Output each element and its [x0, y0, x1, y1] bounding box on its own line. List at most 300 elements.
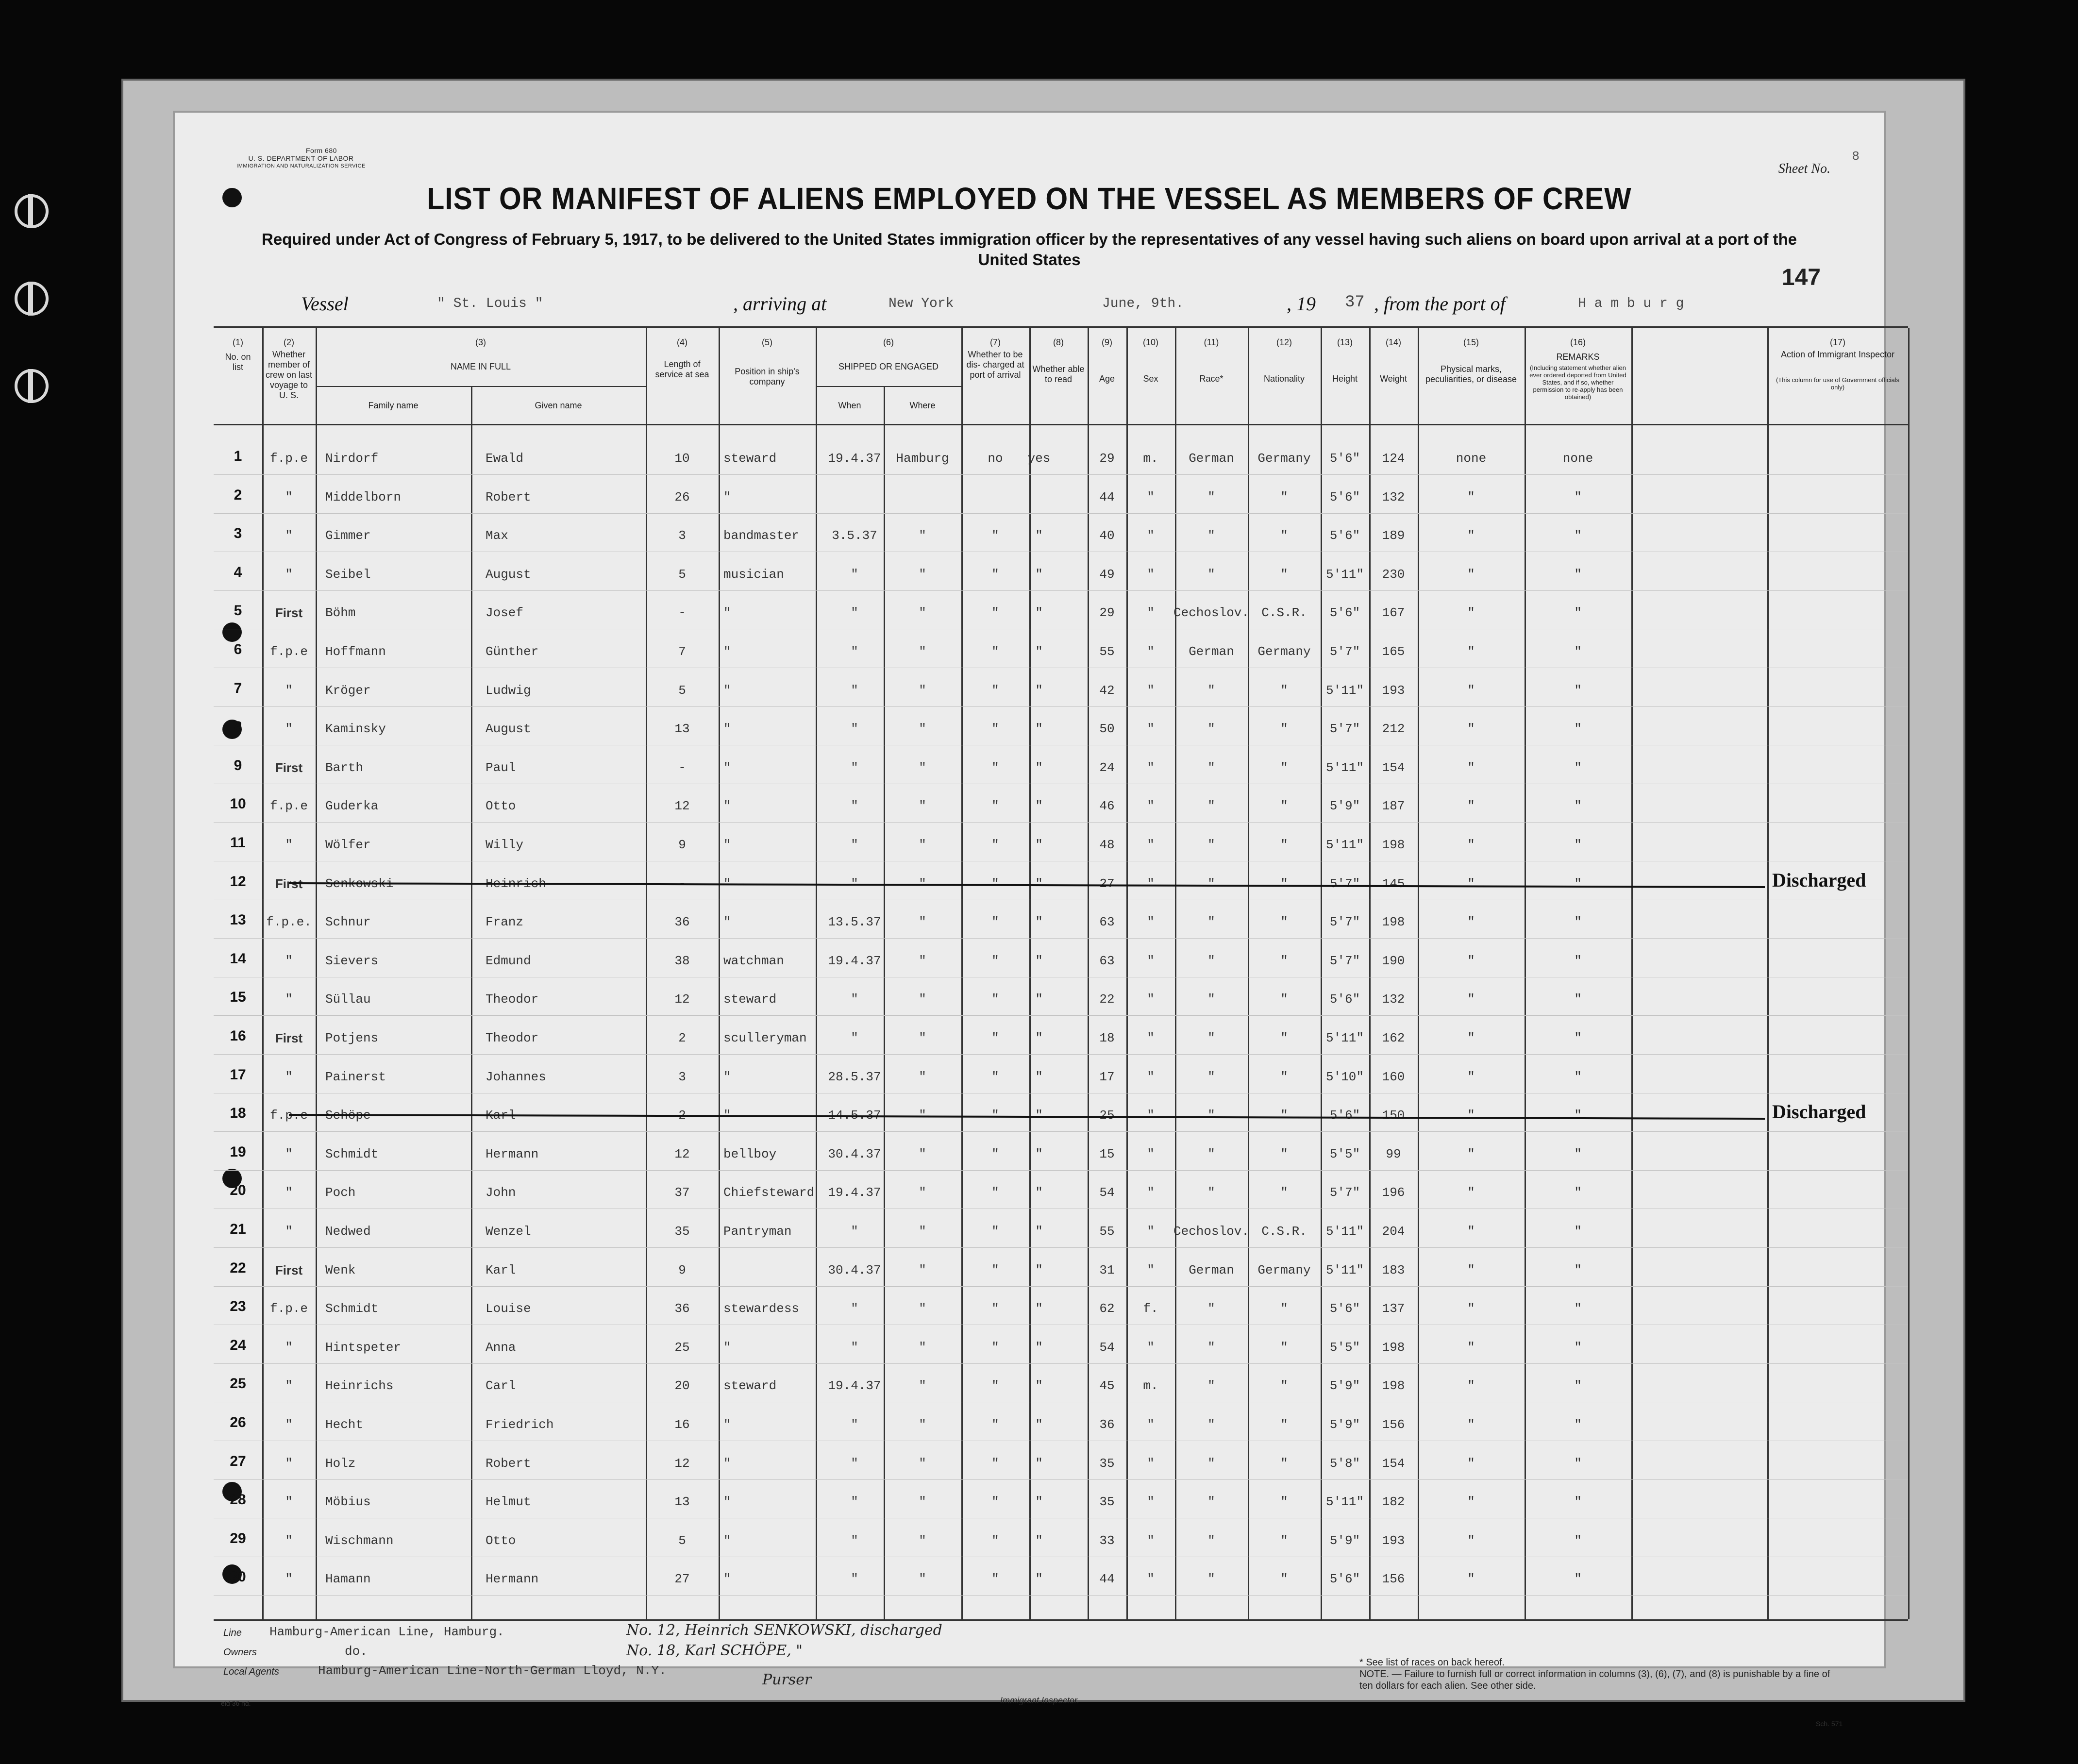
weight-cell: 189 — [1382, 528, 1405, 543]
given-name-cell: Louise — [486, 1301, 531, 1316]
age-cell: 49 — [1099, 567, 1115, 582]
weight-cell: 99 — [1386, 1146, 1401, 1161]
discharge-cell: " — [991, 1146, 999, 1161]
race-cell: " — [1207, 1301, 1215, 1316]
shipped-when-cell: 14.5.37 — [828, 1108, 881, 1123]
service-length-cell: 16 — [674, 1417, 690, 1432]
binder-clip-icon — [15, 282, 49, 316]
family-name-cell: Schmidt — [325, 1146, 379, 1161]
sex-cell: " — [1147, 1533, 1155, 1548]
shipped-when-cell: 19.4.37 — [828, 953, 881, 968]
able-to-read-cell: yes — [1027, 451, 1051, 466]
given-name-cell: John — [486, 1185, 516, 1200]
nationality-cell: " — [1280, 1301, 1288, 1316]
position-cell: " — [723, 838, 731, 852]
able-to-read-cell: " — [1035, 722, 1043, 737]
column-divider — [646, 328, 647, 1619]
given-name-cell: Josef — [486, 605, 524, 621]
binder-clips — [15, 194, 68, 534]
row-number: 28 — [230, 1492, 246, 1508]
age-cell: 44 — [1099, 1572, 1115, 1587]
shipped-when-cell: " — [851, 992, 858, 1007]
shipped-when-cell: " — [851, 683, 858, 698]
height-cell: 5'7" — [1329, 722, 1360, 737]
race-cell: " — [1207, 838, 1215, 852]
crew-member-cell: " — [285, 1340, 293, 1355]
race-cell: German — [1189, 451, 1234, 466]
service-length-cell: 12 — [674, 1146, 690, 1161]
weight-cell: 198 — [1382, 915, 1405, 930]
able-to-read-cell: " — [1035, 799, 1043, 814]
vessel-label: Vessel — [301, 293, 349, 315]
service-length-cell: 10 — [674, 451, 690, 466]
row-number: 7 — [234, 680, 242, 696]
sex-cell: m. — [1143, 451, 1158, 466]
weight-cell: 198 — [1382, 1340, 1405, 1355]
remarks-cell: " — [1574, 992, 1582, 1007]
age-cell: 46 — [1099, 799, 1115, 814]
service-length-cell: 12 — [674, 1456, 690, 1471]
discharge-cell: " — [991, 799, 999, 814]
row-number: 16 — [230, 1028, 246, 1044]
family-name-cell: Schmidt — [325, 1301, 379, 1316]
form-number: Form 680 — [306, 147, 337, 154]
table-row — [214, 513, 1908, 514]
discharge-cell: " — [991, 683, 999, 698]
table-row — [214, 1015, 1908, 1016]
race-cell: " — [1207, 1417, 1215, 1432]
height-cell: 5'11" — [1325, 1495, 1364, 1510]
nationality-cell: Germany — [1257, 1262, 1311, 1277]
row-number: 29 — [230, 1530, 246, 1546]
age-cell: 63 — [1099, 953, 1115, 968]
position-cell: " — [723, 1069, 731, 1084]
binder-clip-icon — [15, 194, 49, 228]
height-cell: 5'6" — [1329, 451, 1360, 466]
age-cell: 18 — [1099, 1031, 1115, 1045]
owners-label: Owners — [223, 1647, 257, 1658]
remarks-cell: " — [1574, 799, 1582, 814]
shipped-when-cell: " — [851, 1417, 858, 1432]
height-cell: 5'9" — [1329, 799, 1360, 814]
given-name-cell: Theodor — [486, 1031, 539, 1045]
able-to-read-cell: " — [1035, 605, 1043, 621]
nationality-cell: " — [1280, 1456, 1288, 1471]
able-to-read-cell: " — [1035, 1340, 1043, 1355]
table-row — [214, 1054, 1908, 1055]
table-row — [214, 822, 1908, 823]
family-name-cell: Middelborn — [325, 489, 402, 504]
given-name-cell: Hermann — [486, 1572, 539, 1587]
remarks-cell: " — [1574, 722, 1582, 737]
weight-cell: 132 — [1382, 992, 1405, 1007]
table-row — [214, 1170, 1908, 1171]
column-number: (7) — [990, 337, 1001, 347]
physical-marks-cell: " — [1467, 1301, 1475, 1316]
sex-cell: " — [1147, 1262, 1155, 1277]
header-divider — [214, 424, 1908, 425]
column-number: (1) — [233, 337, 243, 347]
height-cell: 5'11" — [1325, 1031, 1364, 1045]
able-to-read-cell: " — [1035, 1069, 1043, 1084]
position-cell: Chiefsteward — [723, 1185, 815, 1200]
page-title: LIST OR MANIFEST OF ALIENS EMPLOYED ON THE VESSEL AS MEMBERS OF CREW — [427, 181, 1632, 216]
crew-member-cell: f.p.e — [269, 799, 308, 814]
discharge-cell: " — [991, 1069, 999, 1084]
age-cell: 55 — [1099, 1224, 1115, 1239]
physical-marks-cell: " — [1467, 1224, 1475, 1239]
weight-cell: 196 — [1382, 1185, 1405, 1200]
race-cell: " — [1207, 1572, 1215, 1587]
nationality-cell: C.S.R. — [1261, 1224, 1307, 1239]
column-number: (3) — [475, 337, 486, 347]
shipped-header: SHIPPED OR ENGAGED — [838, 362, 939, 371]
race-cell: " — [1207, 876, 1215, 891]
height-cell: 5'5" — [1329, 1146, 1360, 1161]
given-name-cell: Otto — [486, 1533, 516, 1548]
row-number: 27 — [230, 1453, 246, 1469]
family-name-cell: Schöpe — [325, 1108, 371, 1123]
table-row — [214, 1595, 1908, 1596]
shipped-where-cell: " — [919, 605, 926, 621]
owners-value: do. — [345, 1644, 368, 1659]
age-cell: 50 — [1099, 722, 1115, 737]
sex-cell: " — [1147, 1340, 1155, 1355]
row-number: 19 — [230, 1143, 246, 1160]
nationality-cell: " — [1280, 528, 1288, 543]
crew-member-cell: First — [275, 605, 303, 621]
physical-marks-cell: " — [1467, 1417, 1475, 1432]
position-cell: bellboy — [723, 1146, 777, 1161]
physical-marks-cell: " — [1467, 605, 1475, 621]
department-header — [204, 147, 398, 170]
family-name-cell: Wenk — [325, 1262, 356, 1277]
nationality-cell: " — [1280, 683, 1288, 698]
column-divider — [1088, 328, 1089, 1619]
column-divider — [1369, 328, 1371, 1619]
discharge-cell: " — [991, 1262, 999, 1277]
race-cell: German — [1189, 1262, 1234, 1277]
physical-marks-cell: " — [1467, 1340, 1475, 1355]
able-to-read-cell: " — [1035, 838, 1043, 852]
agents-value: Hamburg-American Line-North-German Lloyd, N.Y. — [318, 1663, 667, 1678]
height-header: Height — [1332, 374, 1358, 384]
service-length-cell: 26 — [674, 489, 690, 504]
service-length-cell: 5 — [678, 683, 686, 698]
position-cell: " — [723, 1108, 731, 1123]
shipped-where-cell: " — [919, 683, 926, 698]
given-name-header: Given name — [535, 401, 582, 410]
shipped-when-cell: 13.5.37 — [828, 915, 881, 930]
physical-marks-cell: " — [1467, 1456, 1475, 1471]
table-row — [214, 1286, 1908, 1287]
column-divider — [1767, 328, 1769, 1619]
race-cell: " — [1207, 1340, 1215, 1355]
arrival-port: New York — [888, 296, 954, 311]
department-line: U. S. DEPARTMENT OF LABOR — [248, 154, 354, 162]
weight-cell: 230 — [1382, 567, 1405, 582]
physical-marks-cell: " — [1467, 1533, 1475, 1548]
service-length-cell: 9 — [678, 1262, 686, 1277]
shipped-when-cell: " — [851, 1533, 858, 1548]
given-name-cell: Friedrich — [486, 1417, 554, 1432]
crew-member-cell: f.p.e — [269, 1301, 308, 1316]
height-cell: 5'11" — [1325, 683, 1364, 698]
physical-marks-cell: " — [1467, 915, 1475, 930]
read-header: Whether able to read — [1032, 364, 1085, 384]
sex-cell: " — [1147, 1495, 1155, 1510]
discharged-label: Discharged — [1772, 869, 1866, 891]
discharge-cell: " — [991, 605, 999, 621]
column-divider — [1029, 328, 1031, 1619]
height-cell: 5'6" — [1329, 992, 1360, 1007]
service-length-cell: 35 — [674, 1224, 690, 1239]
given-name-cell: Heinrich — [486, 876, 546, 891]
crew-member-cell: First — [275, 760, 303, 775]
column-number: (16) — [1570, 337, 1586, 347]
given-name-cell: Edmund — [486, 953, 531, 968]
sex-cell: " — [1147, 876, 1155, 891]
remarks-cell: " — [1574, 876, 1582, 891]
remarks-cell: " — [1574, 953, 1582, 968]
sex-cell: " — [1147, 953, 1155, 968]
position-cell: " — [723, 876, 731, 891]
given-name-cell: Paul — [486, 760, 516, 775]
discharge-cell: " — [991, 1301, 999, 1316]
crew-table — [214, 326, 1908, 1621]
remarks-cell: " — [1574, 1495, 1582, 1510]
family-name-cell: Senkowski — [325, 876, 394, 891]
given-name-cell: Wenzel — [486, 1224, 531, 1239]
manifest-sheet — [175, 113, 1900, 1728]
position-cell: " — [723, 760, 731, 775]
shipped-where-cell: " — [919, 1340, 926, 1355]
table-row — [214, 474, 1908, 475]
remarks-cell: " — [1574, 838, 1582, 852]
shipped-where-cell: " — [919, 1185, 926, 1200]
remarks-cell: " — [1574, 1340, 1582, 1355]
row-number: 6 — [234, 641, 242, 657]
crew-member-cell: " — [285, 838, 293, 852]
nationality-cell: " — [1280, 1495, 1288, 1510]
weight-cell: 165 — [1382, 644, 1405, 659]
shipped-where-cell: " — [919, 760, 926, 775]
given-name-cell: August — [486, 722, 531, 737]
age-cell: 17 — [1099, 1069, 1115, 1084]
name-header: NAME IN FULL — [450, 362, 511, 371]
column-divider — [961, 328, 963, 1619]
discharge-cell: " — [991, 1456, 999, 1471]
position-cell: watchman — [723, 953, 784, 968]
table-row — [214, 1131, 1908, 1132]
position-cell: " — [723, 644, 731, 659]
table-row — [214, 706, 1908, 707]
family-name-cell: Süllau — [325, 992, 371, 1007]
table-row — [214, 590, 1908, 591]
sheet-number-value: 8 — [1852, 149, 1860, 164]
physical-marks-cell: " — [1467, 1378, 1475, 1394]
height-cell: 5'7" — [1329, 915, 1360, 930]
race-cell: " — [1207, 683, 1215, 698]
able-to-read-cell: " — [1035, 1533, 1043, 1548]
position-cell: bandmaster — [723, 528, 800, 543]
shipped-where-cell: " — [919, 1146, 926, 1161]
shipped-when-cell: " — [851, 1572, 858, 1587]
position-cell: " — [723, 1456, 731, 1471]
race-cell: " — [1207, 567, 1215, 582]
column-number: (6) — [883, 337, 894, 347]
penalty-note: NOTE. — Failure to furnish full or correct information in columns (3), (6), (7), and (8) is punishable by a fine of ten dollars for each alien. See other side. — [1359, 1669, 1830, 1691]
shipped-when-cell: " — [851, 567, 858, 582]
age-cell: 29 — [1099, 451, 1115, 466]
position-cell: musician — [723, 567, 784, 582]
remarks-cell: none — [1562, 451, 1593, 466]
shipped-when-cell: " — [851, 1495, 858, 1510]
weight-cell: 150 — [1382, 1108, 1405, 1123]
remarks-note: (Including statement whether alien ever ordered deported from United States, and if so, whether permission to re-apply has been obtained) — [1529, 364, 1626, 401]
binder-clip-icon — [15, 369, 49, 403]
position-cell: " — [723, 1572, 731, 1587]
shipped-when-cell: " — [851, 644, 858, 659]
service-length-cell: 3 — [678, 528, 686, 543]
physical-marks-cell: " — [1467, 1495, 1475, 1510]
shipped-where-cell: " — [919, 1572, 926, 1587]
column-divider — [1908, 328, 1910, 1619]
able-to-read-cell: " — [1035, 528, 1043, 543]
row-number: 14 — [230, 950, 246, 967]
position-cell: " — [723, 915, 731, 930]
nationality-cell: " — [1280, 1417, 1288, 1432]
service-length-cell: 27 — [674, 1572, 690, 1587]
shipped-where-cell: " — [919, 799, 926, 814]
family-name-cell: Seibel — [325, 567, 371, 582]
shipped-where-cell: " — [919, 567, 926, 582]
row-number: 23 — [230, 1298, 246, 1315]
family-name-cell: Hoffmann — [325, 644, 386, 659]
age-cell: 63 — [1099, 915, 1115, 930]
physical-marks-cell: " — [1467, 876, 1475, 891]
service-length-cell: - — [678, 760, 686, 775]
arrival-date: June, 9th. — [1102, 296, 1184, 311]
crew-member-cell: First — [275, 1031, 303, 1045]
race-cell: " — [1207, 1031, 1215, 1045]
able-to-read-cell: " — [1035, 760, 1043, 775]
service-length-cell: 3 — [678, 1069, 686, 1084]
physical-marks-cell: " — [1467, 838, 1475, 852]
height-cell: 5'11" — [1325, 1224, 1364, 1239]
shipped-when-cell: 19.4.37 — [828, 1185, 881, 1200]
race-header: Race* — [1199, 374, 1223, 384]
service-length-cell: 13 — [674, 1495, 690, 1510]
age-cell: 62 — [1099, 1301, 1115, 1316]
race-cell: " — [1207, 1108, 1215, 1123]
given-name-cell: Johannes — [486, 1069, 546, 1084]
crew-member-cell: " — [285, 1378, 293, 1394]
remarks-cell: " — [1574, 915, 1582, 930]
weight-cell: 198 — [1382, 838, 1405, 852]
given-name-cell: Otto — [486, 799, 516, 814]
position-cell: " — [723, 1533, 731, 1548]
nationality-cell: " — [1280, 567, 1288, 582]
row-number: 21 — [230, 1221, 246, 1237]
able-to-read-cell: " — [1035, 1301, 1043, 1316]
given-name-cell: Theodor — [486, 992, 539, 1007]
given-name-cell: August — [486, 567, 531, 582]
service-length-cell: 2 — [678, 1031, 686, 1045]
shipped-when-cell: 28.5.37 — [828, 1069, 881, 1084]
nationality-cell: " — [1280, 489, 1288, 504]
remarks-header: REMARKS — [1556, 352, 1600, 362]
column-number: (14) — [1385, 337, 1402, 347]
service-length-cell: 36 — [674, 1301, 690, 1316]
crew-member-cell: " — [285, 1533, 293, 1548]
physical-marks-cell: " — [1467, 1572, 1475, 1587]
shipped-where-cell: " — [919, 1495, 926, 1510]
row-number: 8 — [234, 719, 242, 735]
column-divider — [719, 328, 720, 1619]
remarks-cell: " — [1574, 1456, 1582, 1471]
able-to-read-cell: " — [1035, 876, 1043, 891]
row-number: 22 — [230, 1260, 246, 1276]
age-cell: 24 — [1099, 760, 1115, 775]
action-note: (This column for use of Government officials only) — [1776, 376, 1900, 391]
shipped-where-cell: " — [919, 1262, 926, 1277]
physical-marks-cell: " — [1467, 683, 1475, 698]
age-cell: 54 — [1099, 1340, 1115, 1355]
sex-cell: " — [1147, 567, 1155, 582]
physical-marks-cell: " — [1467, 644, 1475, 659]
service-line: IMMIGRATION AND NATURALIZATION SERVICE — [236, 163, 366, 169]
given-name-cell: Günther — [486, 644, 539, 659]
discharge-cell: no — [988, 451, 1003, 466]
family-name-cell: Guderka — [325, 799, 379, 814]
discharge-cell: " — [991, 915, 999, 930]
weight-cell: 183 — [1382, 1262, 1405, 1277]
race-cell: " — [1207, 489, 1215, 504]
weight-cell: 190 — [1382, 953, 1405, 968]
column-number: (11) — [1204, 337, 1219, 347]
year-prefix: , 19 — [1287, 293, 1316, 315]
remarks-cell: " — [1574, 489, 1582, 504]
race-cell: " — [1207, 915, 1215, 930]
nationality-cell: " — [1280, 760, 1288, 775]
weight-cell: 187 — [1382, 799, 1405, 814]
sex-cell: " — [1147, 760, 1155, 775]
discharge-cell: " — [991, 1495, 999, 1510]
sex-cell: " — [1147, 1185, 1155, 1200]
age-cell: 45 — [1099, 1378, 1115, 1394]
row-number: 2 — [234, 487, 242, 503]
discharge-cell: " — [991, 1572, 999, 1587]
shipped-when-cell: " — [851, 1301, 858, 1316]
column-number: (8) — [1053, 337, 1064, 347]
remarks-cell: " — [1574, 1301, 1582, 1316]
family-name-cell: Kaminsky — [325, 722, 386, 737]
physical-marks-cell: " — [1467, 567, 1475, 582]
column-number: (9) — [1102, 337, 1112, 347]
row-number: 13 — [230, 912, 246, 928]
discharge-cell: " — [991, 992, 999, 1007]
footer — [175, 1622, 1884, 1728]
weight-cell: 154 — [1382, 760, 1405, 775]
shipped-where-cell: " — [919, 1456, 926, 1471]
crew-member-cell: " — [285, 1185, 293, 1200]
able-to-read-cell: " — [1035, 1378, 1043, 1394]
age-cell: 44 — [1099, 489, 1115, 504]
height-cell: 5'9" — [1329, 1417, 1360, 1432]
age-header: Age — [1099, 374, 1115, 384]
shipped-where-cell: " — [919, 992, 926, 1007]
